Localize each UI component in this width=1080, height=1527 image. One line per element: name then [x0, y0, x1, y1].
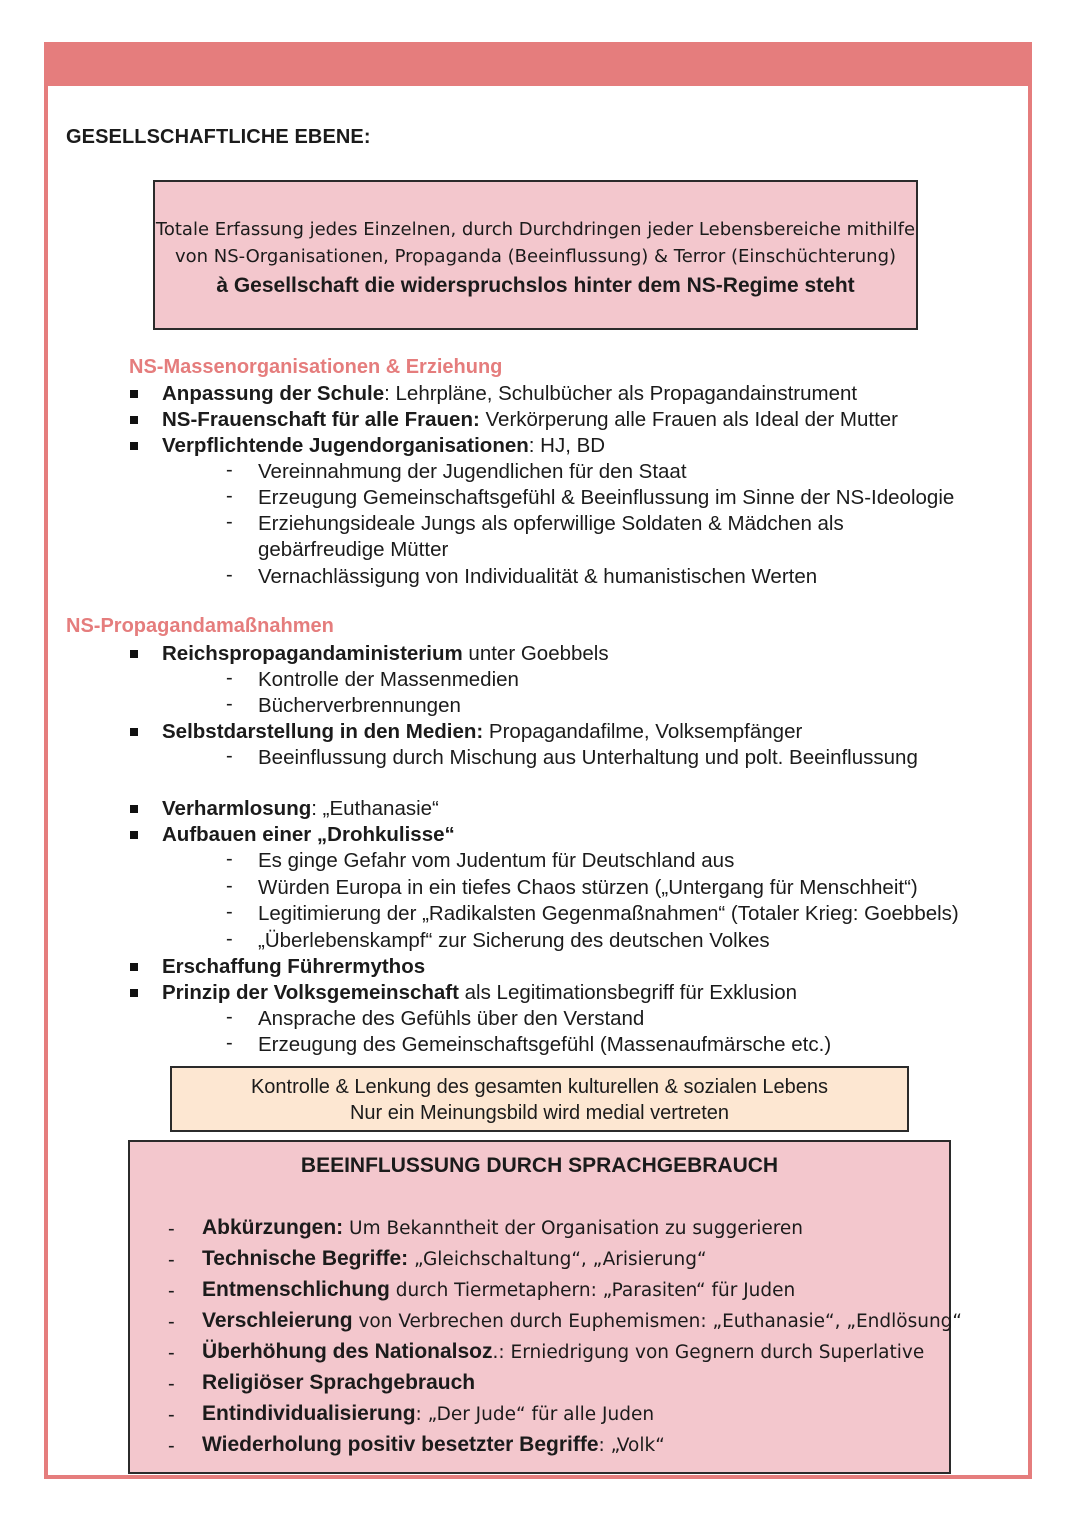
list-item — [162, 796, 439, 822]
sub-item: Vereinnahmung der Jugendlichen für den Staat — [258, 460, 687, 483]
item-text: als Legitimationsbegriff für Exklusion — [458, 981, 797, 1004]
language-item — [202, 1433, 665, 1457]
item-bold: Anpassung der Schule — [162, 382, 385, 405]
sub-item: Vernachlässigung von Individualität & humanistischen Werten — [258, 565, 818, 588]
dash-icon: - — [226, 485, 233, 507]
bullet-icon — [130, 390, 138, 398]
item-bold: NS-Frauenschaft für alle Frauen: — [162, 408, 480, 431]
item-bold: Überhöhung des Nationalsoz — [202, 1340, 493, 1363]
dash-icon: - — [168, 1280, 175, 1302]
item-bold: Abkürzungen: — [202, 1216, 344, 1239]
item-bold: Entindividualisierung — [202, 1402, 416, 1425]
bullet-icon — [130, 831, 138, 839]
summary-box — [170, 1066, 909, 1132]
item-text: : „Volk“ — [598, 1435, 665, 1456]
list-item — [162, 407, 898, 433]
sub-item: Kontrolle der Massenmedien — [258, 668, 519, 691]
dash-icon: - — [226, 901, 233, 923]
sub-item: Würden Europa in ein tiefes Chaos stürzen („Untergang für Menschheit“) — [258, 876, 918, 899]
bullet-icon — [130, 805, 138, 813]
item-text: : „Euthanasie“ — [311, 797, 439, 820]
dash-icon: - — [168, 1373, 175, 1395]
item-text: Propagandafilme, Volksempfänger — [483, 720, 803, 743]
bullet-icon — [130, 442, 138, 450]
item-bold: Entmenschlichung — [202, 1278, 390, 1301]
list-item — [162, 822, 455, 848]
language-item — [202, 1402, 654, 1426]
item-bold: Reichspropagandaministerium — [162, 642, 463, 665]
sub-item: Erzeugung des Gemeinschaftsgefühl (Massenaufmärsche etc.) — [258, 1033, 832, 1056]
sub-item: Legitimierung der „Radikalsten Gegenmaßnahmen“ (Totaler Krieg: Goebbels) — [258, 902, 959, 925]
sub-item: Es ginge Gefahr vom Judentum für Deutschland aus — [258, 849, 735, 872]
list-item — [162, 641, 609, 667]
sub-item: Bücherverbrennungen — [258, 694, 461, 717]
item-text: Verkörperung alle Frauen als Ideal der Mutter — [479, 408, 899, 431]
bullet-icon — [130, 963, 138, 971]
sub-item: Ansprache des Gefühls über den Verstand — [258, 1007, 645, 1030]
item-bold: Aufbauen einer „Drohkulisse“ — [162, 823, 455, 846]
sub-item: Beeinflussung durch Mischung aus Unterhaltung und polt. Beeinflussung — [258, 746, 918, 769]
item-bold: Technische Begriffe: — [202, 1247, 409, 1270]
dash-icon: - — [226, 848, 233, 870]
item-bold: Verschleierung — [202, 1309, 353, 1332]
item-text: durch Tiermetaphern: „Parasiten“ für Juden — [389, 1280, 796, 1301]
sub-item-continued: gebärfreudige Mütter — [258, 538, 449, 561]
dash-icon: - — [226, 928, 233, 950]
bullet-icon — [130, 650, 138, 658]
sub-item: Erzeugung Gemeinschaftsgefühl & Beeinflussung im Sinne der NS-Ideologie — [258, 486, 955, 509]
item-text: von Verbrechen durch Euphemismen: „Euthanasie“, „Endlösung“ — [352, 1311, 962, 1332]
intro-line-2: von NS-Organisationen, Propaganda (Beeinflussung) & Terror (Einschüchterung) — [174, 246, 897, 267]
item-text: : „Der Jude“ für alle Juden — [415, 1404, 655, 1425]
item-text: .: Erniedrigung von Gegnern durch Superlative — [492, 1342, 925, 1363]
dash-icon: - — [168, 1311, 175, 1333]
language-box — [128, 1140, 962, 1474]
dash-icon: - — [226, 564, 233, 586]
dash-icon: - — [168, 1342, 175, 1364]
dash-icon: - — [168, 1218, 175, 1240]
item-text: : HJ, BD — [528, 434, 606, 457]
bullet-icon — [130, 416, 138, 424]
list-item — [162, 954, 425, 980]
item-text: unter Goebbels — [462, 642, 609, 665]
dash-icon: - — [226, 875, 233, 897]
section-title-propaganda: NS-Propagandamaßnahmen — [66, 615, 334, 637]
item-text: Um Bekanntheit der Organisation zu suggerieren — [343, 1218, 804, 1239]
language-item — [202, 1278, 795, 1302]
item-bold: Selbstdarstellung in den Medien: — [162, 720, 484, 743]
dash-icon: - — [226, 693, 233, 715]
item-bold: Religiöser Sprachgebrauch — [202, 1371, 476, 1394]
dash-icon: - — [168, 1404, 175, 1426]
intro-line-3: à Gesellschaft die widerspruchslos hinter dem NS-Regime steht — [216, 274, 855, 297]
dash-icon: - — [168, 1249, 175, 1271]
item-bold: Wiederholung positiv besetzter Begriffe — [202, 1433, 599, 1456]
sub-item: Erziehungsideale Jungs als opferwillige Soldaten & Mädchen als — [258, 512, 844, 535]
bullet-icon — [130, 728, 138, 736]
summary-line-1: Kontrolle & Lenkung des gesamten kulturellen & sozialen Lebens — [250, 1076, 829, 1098]
item-text: : Lehrpläne, Schulbücher als Propagandainstrument — [384, 382, 858, 405]
item-text: „Gleichschaltung“, „Arisierung“ — [408, 1249, 707, 1270]
page-title: GESELLSCHAFTLICHE EBENE: — [66, 126, 371, 148]
item-bold: Prinzip der Volksgemeinschaft — [162, 981, 459, 1004]
dash-icon: - — [226, 459, 233, 481]
item-bold: Erschaffung Führermythos — [162, 955, 426, 978]
list-item — [162, 433, 605, 459]
sub-item: „Überlebenskampf“ zur Sicherung des deutschen Volkes — [258, 929, 770, 952]
language-item — [202, 1309, 962, 1333]
language-item — [202, 1371, 475, 1395]
item-bold: Verharmlosung — [162, 797, 312, 820]
summary-line-2: Nur ein Meinungsbild wird medial vertreten — [349, 1102, 730, 1124]
section-title-organisations: NS-Massenorganisationen & Erziehung — [129, 356, 503, 378]
list-item — [162, 381, 857, 407]
list-item — [162, 980, 797, 1006]
intro-line-1: Totale Erfassung jedes Einzelnen, durch Durchdringen jeder Lebensbereiche mithilfe — [155, 219, 916, 240]
dash-icon: - — [226, 745, 233, 767]
language-item — [202, 1216, 803, 1240]
language-item — [202, 1340, 924, 1364]
list-item — [162, 719, 802, 745]
intro-box — [153, 180, 918, 330]
dash-icon: - — [168, 1435, 175, 1457]
language-box-title: BEEINFLUSSUNG DURCH SPRACHGEBRAUCH — [300, 1154, 779, 1177]
item-bold: Verpflichtende Jugendorganisationen — [162, 434, 529, 457]
dash-icon: - — [226, 667, 233, 689]
dash-icon: - — [226, 1032, 233, 1054]
dash-icon: - — [226, 1006, 233, 1028]
dash-icon: - — [226, 511, 233, 533]
language-item — [202, 1247, 707, 1271]
bullet-icon — [130, 989, 138, 997]
